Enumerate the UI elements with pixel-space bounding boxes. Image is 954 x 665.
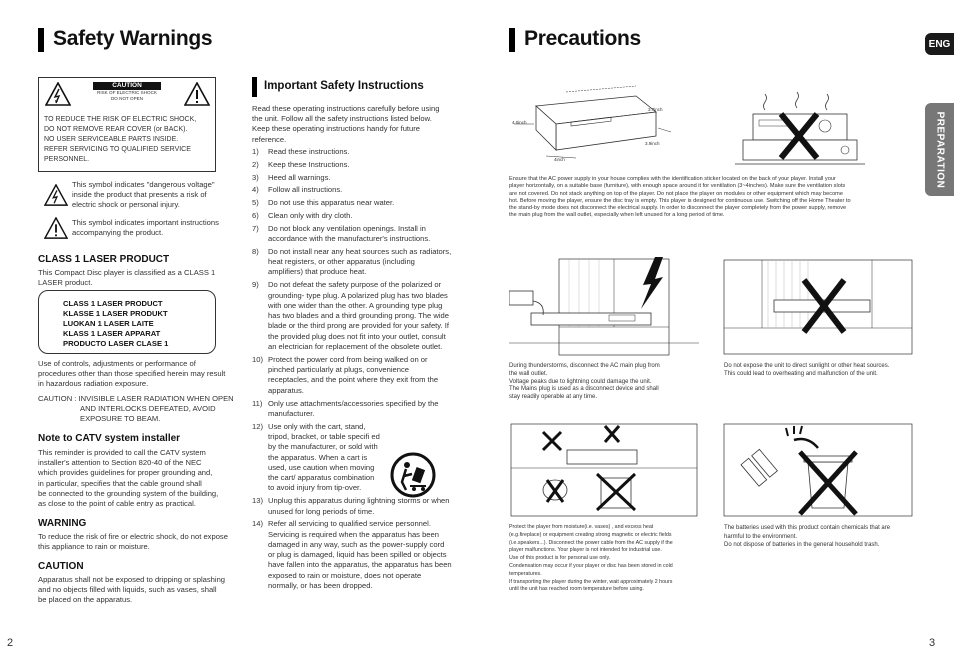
ist-list <box>252 147 452 594</box>
dim-left-label: 4.0inch <box>512 120 527 125</box>
caution-label-box <box>38 77 216 172</box>
caution-label-line1: RISK OF ELECTRIC SHOCK <box>97 90 157 95</box>
list-item: 11) Only use attachments/accessories specified by the manufacturer. <box>252 398 439 418</box>
cart-tipover-warning-icon <box>390 452 436 498</box>
page-number-right: 3 <box>929 637 936 649</box>
dim-right-label: 3.9inch <box>645 141 660 146</box>
symbol-important-text: This symbol indicates important instructions accompanying the product. <box>72 218 219 238</box>
list-item: 1) Read these instructions. <box>252 147 350 156</box>
list-item: 4) Follow all instructions. <box>252 185 343 195</box>
page-title-safety-warnings: Safety Warnings <box>53 27 213 50</box>
moisture-heat-illustration <box>509 420 699 518</box>
list-item: 5) Do not use this apparatus near water. <box>252 198 395 208</box>
precaution-text-3: Do not expose the unit to direct sunlight or other heat sources. This could lead to overheating and malfunction of the unit. <box>724 363 890 377</box>
list-item: 7) Do not block any ventilation openings. Install in accordance with the manufacturer's instructions. <box>252 223 431 244</box>
caution-heading: CAUTION <box>38 561 84 572</box>
catv-heading: Note to CATV system installer <box>38 433 181 444</box>
page-title-precautions: Precautions <box>524 27 641 50</box>
list-item: 9) Do not defeat the safety purpose of the polarized or grounding- type plug. A polarized plug has two blades with one wider than the other. A grounding type plug has two blades and a third grounding prong. The wide blade or the third prong are provided for your safety. If the provided plug does not fit into your outlet, consult an electrician for replacement of the obsolete outlet. <box>252 280 449 352</box>
exclamation-symbol-icon <box>44 217 68 239</box>
ist-intro: Read these operating instructions carefully before using the unit. Follow all the safety instructions listed below. Keep these operating instructions handy for future reference. <box>252 104 440 144</box>
no-stacking-illustration <box>735 86 865 174</box>
lightning-warning-icon <box>45 82 71 106</box>
page-number-left: 2 <box>7 637 14 649</box>
precaution-text-4: Protect the player from moisture(i.e. vases) , and excess heat (e.g.fireplace) or equipment creating strong magnetic or electric fields (i.e.speakers...). Disconnect the power cable from the AC supply if the player malfunctions. Your player is not intended for industrial use. Use of this product is for personal use only. Condensation may occur if your player or disc has been stored in cold temperatures. If transporting the player during the winter, wait approximately 2 hours until the unit has reached room temperature before using. <box>509 524 673 593</box>
sunlight-heat-illustration <box>722 258 914 356</box>
exclamation-warning-icon <box>184 82 210 106</box>
section-tab-preparation: PREPARATION <box>925 103 954 196</box>
caution-label-title: CAUTION <box>93 82 161 90</box>
list-item: 3) Heed all warnings. <box>252 172 331 182</box>
list-item: 14) Refer all servicing to qualified service personnel. Servicing is required when the apparatus has been damaged in any way, such as the power-supply cord or plug is damaged, liquid has been spilled or objects have fallen into the apparatus, the apparatus has been exposed to rain or moisture, does not operate normally, or has been dropped. <box>252 519 452 591</box>
list-item: 2) Keep these Instructions. <box>252 159 350 169</box>
battery-disposal-illustration <box>722 422 914 518</box>
title-bar-right <box>509 28 515 52</box>
list-item: 10) Protect the power cord from being walked on or pinched particularly at plugs, convenience receptacles, and the point where they exit from the apparatus. <box>252 354 439 395</box>
caution-label-line2: DO NOT OPEN <box>110 96 144 101</box>
precaution-text-5: The batteries used with this product contain chemicals that are harmful to the environment. Do not dispose of batteries in the general household trash. <box>724 525 891 548</box>
dim-top-label: 3.7inch <box>648 107 663 112</box>
warning-heading: WARNING <box>38 518 87 529</box>
invisible-laser-caution: CAUTION : INVISIBLE LASER RADIATION WHEN OPEN AND INTERLOCKS DEFEATED, AVOID EXPOSURE TO BEAM. <box>38 394 234 424</box>
controls-warning-text: Use of controls, adjustments or performance of procedures other than those specified herein may result in hazardous radiation exposure. <box>38 359 226 389</box>
class1-laser-text: This Compact Disc player is classified as a CLASS 1 LASER product. <box>38 268 216 288</box>
language-tag: ENG <box>925 33 954 55</box>
ist-heading-bar <box>252 77 257 97</box>
player-ventilation-illustration <box>506 84 676 166</box>
thunderstorm-unplug-illustration <box>509 257 699 357</box>
list-item: 13) Unplug this apparatus during lightning storms or when unused for long periods of time. <box>252 496 450 516</box>
ist-heading: Important Safety Instructions <box>264 80 424 92</box>
caution-text: Apparatus shall not be exposed to dripping or splashing and no objects filled with liquids, such as vases, shall be placed on the apparatus. <box>38 575 226 605</box>
dim-bottom-label: 4inch <box>554 157 565 162</box>
caution-label-text: TO REDUCE THE RISK OF ELECTRIC SHOCK, DO NOT REMOVE REAR COVER (or BACK). NO USER SERVICEABLE PARTS INSIDE. REFER SERVICING TO QUALIFIED SERVICE PERSONNEL. <box>44 116 197 163</box>
precaution-text-1: Ensure that the AC power supply in your house complies with the identification sticker located on the back of your player. Install your player horizontally, on a suitable base (furniture), with enough space around it for ventilation (3~4inches). Make sure the ventilation slots are not covered. Do not stack anything on top of the player. Do not place the player on modules or other equipment which may become hot. Before moving the player, ensure the disc tray is empty. This player is designed for continuous use. Switching off the Home Theater to the stand-by mode does not disconnect the electrical supply. In order to disconnect the player completely from the power supply, remove the main plug from the wall outlet, especially when left unused for a long period of time. <box>509 176 851 219</box>
title-bar-left <box>38 28 44 52</box>
catv-text: This reminder is provided to call the CATV system installer's attention to Section 820-40 of the NEC which provides guidelines for proper grounding and, in particular, specifies that the cable ground shall be connected to the grounding system of the building, as close to the point of cable entry as practical. <box>38 448 219 509</box>
lightning-symbol-icon <box>44 184 68 206</box>
class1-laser-heading: CLASS 1 LASER PRODUCT <box>38 254 170 265</box>
list-item: 6) Clean only with dry cloth. <box>252 210 353 220</box>
symbol-voltage-text: This symbol indicates "dangerous voltage" inside the product that presents a risk of electric shock or personal injury. <box>72 180 215 210</box>
laser-product-box: CLASS 1 LASER PRODUCT KLASSE 1 LASER PRODUKT LUOKAN 1 LASER LAITE KLASS 1 LASER APPARAT PRODUCTO LASER CLASE 1 <box>38 290 216 354</box>
precaution-text-2: During thunderstorms, disconnect the AC main plug from the wall outlet. Voltage peaks due to lightning could damage the unit. The Mains plug is used as a disconnect device and shall stay readily operable at any time. <box>509 363 660 401</box>
caution-label-center <box>93 82 161 102</box>
list-item: 8) Do not install near any heat sources such as radiators, heat registers, or other apparatus (including amplifiers) that produce heat. <box>252 246 452 277</box>
list-item: 12) Use only with the cart, stand, tripod, bracket, or table specifi ed by the manufacturer, or sold with the apparatus. When a cart is used, use caution when moving the cart/ apparatus combination to avoid injury from tip-over. <box>252 421 380 493</box>
warning-text: To reduce the risk of fire or electric shock, do not expose this appliance to rain or moisture. <box>38 532 228 552</box>
